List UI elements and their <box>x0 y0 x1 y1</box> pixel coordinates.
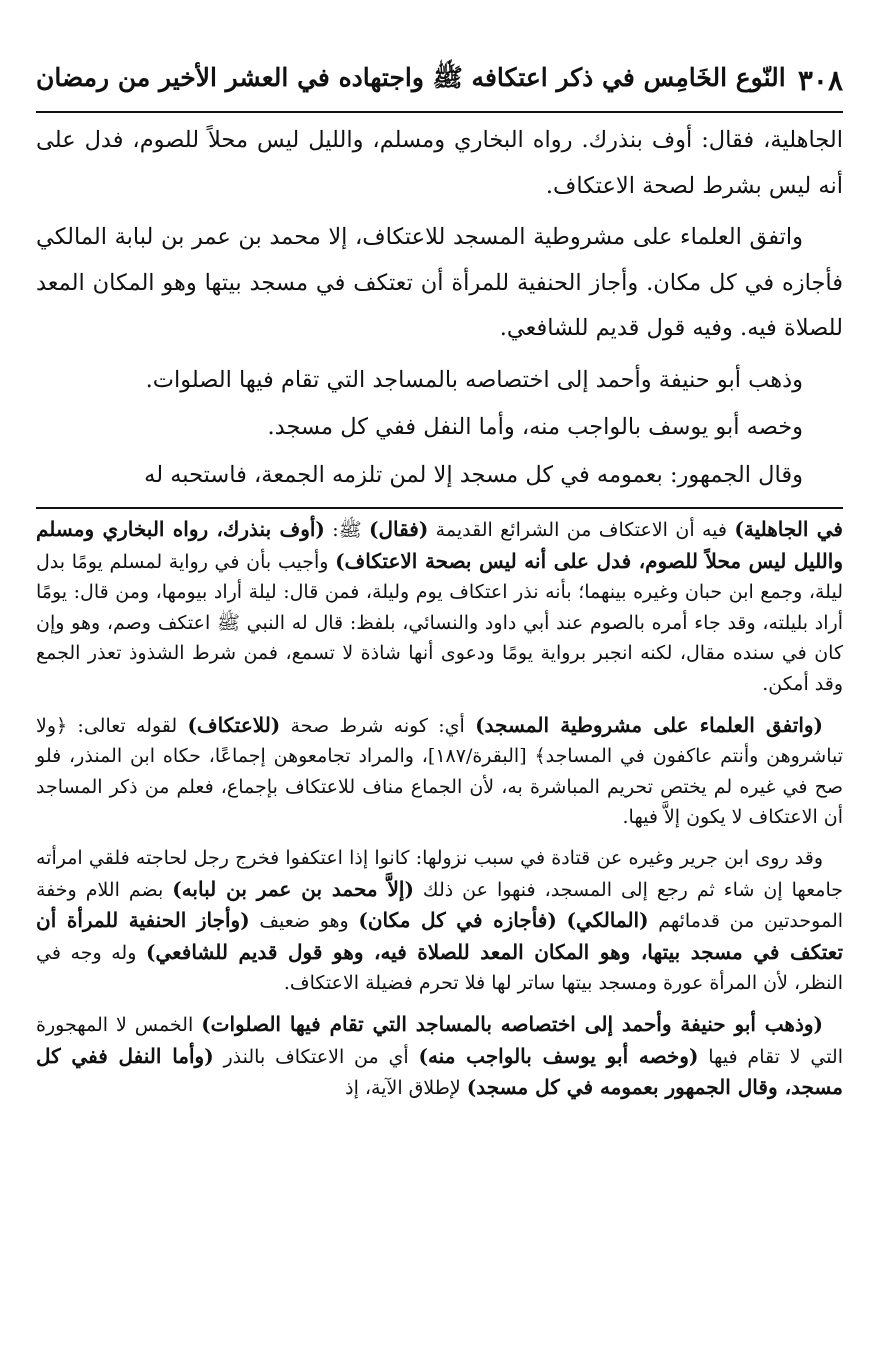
running-header <box>36 58 843 102</box>
running-title: النّوع الخَامِس في ذكر اعتكافه ﷺ واجتهاده في العشر الأخير من رمضان <box>36 62 786 92</box>
text-run: بضم اللام وخفة الموحدتين من قدمائهم <box>36 878 844 933</box>
bold-quote-run: (وذهب أبو حنيفة وأحمد إلى اختصاصه بالمساجد التي تقام فيها الصلوات) <box>201 1011 824 1036</box>
text-run: وله وجه في النظر، لأن المرأة عورة ومسجد بيتها ساتر لها فلا تحرم فضيلة الاعتكاف. <box>36 941 843 995</box>
bold-quote-run: (إلاَّ محمد بن عمر بن لبابه) <box>172 876 414 901</box>
main-text <box>36 118 843 500</box>
main-paragraph-5: وقال الجمهور: بعمومه في كل مسجد إلا لمن تلزمه الجمعة، فاستحبه له <box>144 461 803 488</box>
text-run <box>557 910 567 932</box>
text-run: ﷺ: <box>324 519 370 541</box>
commentary-paragraph-1 <box>36 514 843 700</box>
text-run: لقوله تعالى: ﴿ولا تباشروهن وأنتم عاكفون في المساجد﴾ [البقرة/١٨٧]، والمراد تجامعوهن إجماعًا، حكاه ابن المنذر، فلو صح في غيره لم يختص تحريم المباشرة به، لأن الجماع مناف للاعتكاف بإجماع، فعلم من ذكر المساجد أن الاعتكاف لا يكون إلاَّ فيها. <box>36 714 843 829</box>
text-run: أي: كونه شرط صحة <box>280 714 476 737</box>
commentary-paragraph-4 <box>36 1009 843 1104</box>
bold-quote-run: (للاعتكاف) <box>187 712 281 737</box>
bold-quote-run: (فقال) <box>369 517 429 541</box>
text-run: لإطلاق الآية، إذ <box>345 1077 467 1100</box>
text-run: أي من الاعتكاف بالنذر <box>213 1045 419 1068</box>
text-run: الخمس لا المهجورة التي لا تقام فيها <box>36 1013 843 1068</box>
text-run: فيه أن الاعتكاف من الشرائع القديمة <box>428 519 735 541</box>
commentary-paragraph-2 <box>36 710 843 833</box>
bold-quote-run: (أوف بنذرك، رواه البخاري ومسلم والليل ليس محلاً للصوم، فدل على أنه ليس بصحة الاعتكاف) <box>36 517 843 573</box>
main-paragraph-2: واتفق العلماء على مشروطية المسجد للاعتكاف، إلا محمد بن عمر بن لبابة المالكي فأجازه في كل مكان. وأجاز الحنفية للمرأة أن تعتكف في مسجد بيتها وهو المكان المعد للصلاة فيه. وفيه قول قديم للشافعي. <box>36 224 843 341</box>
main-paragraph-4: وخصه أبو يوسف بالواجب منه، وأما النفل ففي كل مسجد. <box>267 414 803 440</box>
commentary <box>36 514 843 1114</box>
text-run: وهو ضعيف <box>249 910 359 933</box>
bold-quote-run: (وأجاز الحنفية للمرأة أن تعتكف في مسجد بيتها، وهو المكان المعد للصلاة فيه، وهو قول قديم للشافعي) <box>36 908 844 964</box>
bold-quote-run: (واتفق العلماء على مشروطية المسجد) <box>475 712 823 737</box>
bold-quote-run: (فأجازه في كل مكان) <box>358 908 557 933</box>
main-paragraph-1: الجاهلية، فقال: أوف بنذرك. رواه البخاري ومسلم، والليل ليس محلاً للصوم، فدل على أنه ليس بشرط لصحة الاعتكاف. <box>36 127 843 199</box>
commentary-separator <box>36 507 843 509</box>
bold-quote-run: (وأما النفل ففي كل مسجد، وقال الجمهور بعمومه في كل مسجد) <box>36 1043 843 1100</box>
commentary-paragraph-3 <box>36 843 843 999</box>
header-rule <box>36 111 843 113</box>
bold-quote-run: (وخصه أبو يوسف بالواجب منه) <box>418 1043 699 1068</box>
page-number: ٣٠٨ <box>797 63 843 97</box>
bold-quote-run: (المالكي) <box>566 908 649 933</box>
main-paragraph-3: وذهب أبو حنيفة وأحمد إلى اختصاصه بالمساجد التي تقام فيها الصلوات. <box>145 366 803 393</box>
text-run: وقد روى ابن جرير وغيره عن قتادة في سبب نزولها: كانوا إذا اعتكفوا فخرج رجل لحاجته فلقي امرأته جامعها إن شاء ثم رجع إلى المسجد، فنهوا عن ذلك <box>36 846 844 901</box>
bold-quote-run: في الجاهلية) <box>734 517 843 541</box>
text-run: وأجيب بأن في رواية لمسلم يومًا بدل ليلة، وجمع ابن حبان وغيره بينهما؛ بأنه نذر اعتكاف يوم وليلة، فمن قال: ليلة أراد بيومها، ومن قال: يومًا أراد بليلته، وقد جاء أمره بالصوم عند أبي داود والنسائي، بلفظ: قال له النبي ﷺ اعتكف وصم، وهو وإن كان في سنده مقال، لكنه انجبر برواية يومًا ودعوى أنها شاذة لا تسمع، فمن شرط الشذوذ تعذر الجمع وقد أمكن. <box>36 550 844 695</box>
